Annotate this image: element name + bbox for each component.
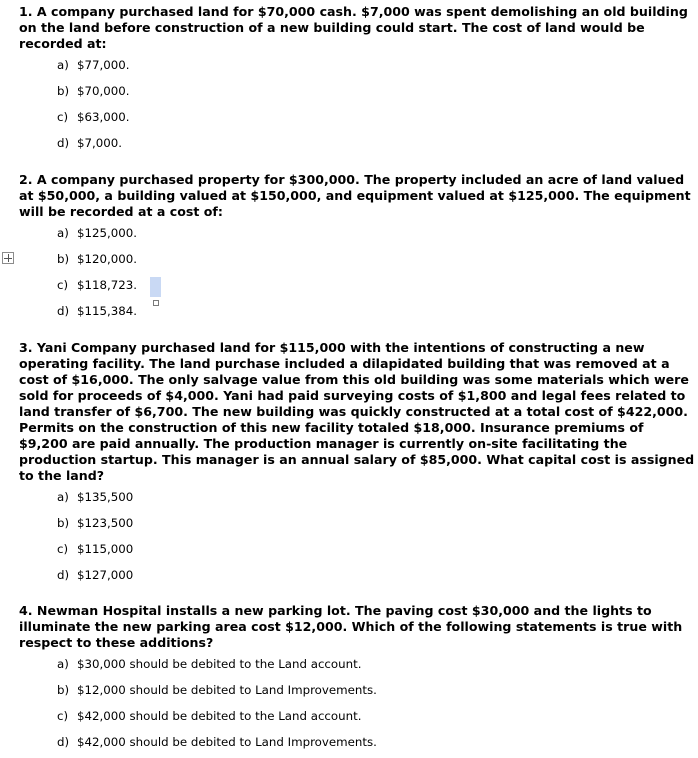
answer-option-d[interactable] [19,729,695,755]
question-1 [19,4,695,156]
option-letter: a) [57,58,69,72]
option-letter: a) [57,226,69,240]
answer-options [19,220,695,324]
option-text: $77,000. [77,58,130,72]
answer-option-a[interactable] [19,220,695,246]
answer-option-a[interactable] [19,52,695,78]
question-text: 2. A company purchased property for $300,000. The property included an acre of land valued at $50,000, a building valued at $150,000, and equipment valued at $125,000. The equipment will be recorded at a cost of: [19,172,691,219]
option-letter: b) [57,84,70,98]
question-text: 3. Yani Company purchased land for $115,000 with the intentions of constructing a new operating facility. The land purchase included a dilapidated building that was removed at a cost of $16,000. The only salvage value from this old building was some materials which were sold for proceeds of $4,000. Yani had paid surveying costs of $1,800 and legal fees related to land transfer of $6,700. The new building was quickly constructed at a total cost of $422,000. Permits on the construction of this new facility totaled $18,000. Insurance premiums of $9,200 are paid annually. The production manager is currently on-site facilitating the production startup. This manager is an annual salary of $85,000. What capital cost is assigned to the land? [19,340,695,483]
answer-option-c[interactable] [19,272,695,298]
answer-option-d[interactable] [19,562,695,588]
option-text: $12,000 should be debited to Land Improvements. [77,683,377,697]
answer-option-b[interactable] [19,677,695,703]
question-text: 4. Newman Hospital installs a new parking lot. The paving cost $30,000 and the lights to illuminate the new parking area cost $12,000. Which of the following statements is true with respect to these additions? [19,603,683,650]
option-letter: a) [57,657,69,671]
option-text: $115,384. [77,304,138,318]
option-text: $70,000. [77,84,130,98]
option-text: $135,500 [77,490,134,504]
option-letter: c) [57,278,69,292]
answer-option-c[interactable] [19,536,695,562]
question-3 [19,340,695,588]
answer-option-b[interactable] [19,510,695,536]
question-text: 1. A company purchased land for $70,000 cash. $7,000 was spent demolishing an old building on the land before construction of a new building could start. The cost of land would be recorded at: [19,4,688,51]
option-letter: d) [57,568,70,582]
option-text: $115,000 [77,542,134,556]
move-handle-icon[interactable] [2,252,14,264]
answer-options [19,52,695,156]
answer-option-c[interactable] [19,104,695,130]
answer-option-d[interactable] [19,298,695,324]
option-letter: b) [57,683,70,697]
answer-options [19,484,695,588]
option-text: $42,000 should be debited to the Land account. [77,709,362,723]
option-text: $63,000. [77,110,130,124]
answer-option-a[interactable] [19,651,695,677]
option-text: $120,000. [77,252,138,266]
option-text: $30,000 should be debited to the Land account. [77,657,362,671]
answer-option-c[interactable] [19,703,695,729]
option-letter: b) [57,516,70,530]
option-letter: b) [57,252,70,266]
question-4 [19,603,695,755]
answer-option-d[interactable] [19,130,695,156]
option-letter: d) [57,304,70,318]
selection-highlight [150,277,161,297]
option-text: $7,000. [77,136,123,150]
option-letter: d) [57,136,70,150]
resize-handle-icon[interactable] [153,300,159,306]
option-text: $42,000 should be debited to Land Improvements. [77,735,377,749]
option-text: $123,500 [77,516,134,530]
option-letter: d) [57,735,70,749]
answer-options [19,651,695,755]
option-letter: a) [57,490,69,504]
option-text: $127,000 [77,568,134,582]
question-2 [19,172,695,324]
option-letter: c) [57,709,69,723]
option-text: $125,000. [77,226,138,240]
answer-option-a[interactable] [19,484,695,510]
option-text: $118,723. [77,278,138,292]
option-letter: c) [57,542,69,556]
answer-option-b[interactable] [19,78,695,104]
option-letter: c) [57,110,69,124]
answer-option-b[interactable] [19,246,695,272]
